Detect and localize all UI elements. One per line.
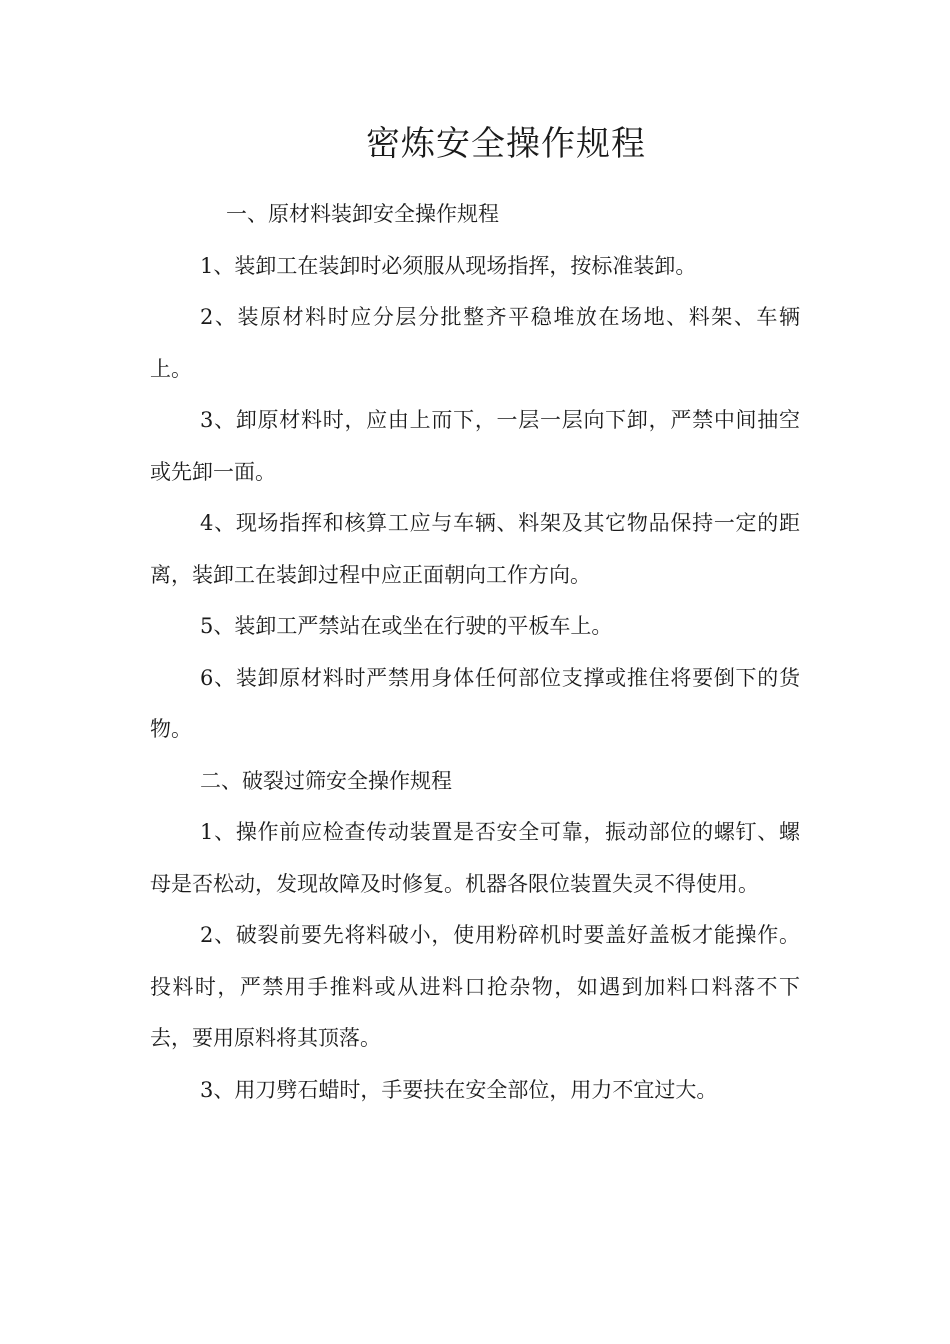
paragraph: 3、用刀劈石蜡时，手要扶在安全部位，用力不宜过大。 (200, 1077, 718, 1102)
paragraph: 2、破裂前要先将料破小，使用粉碎机时要盖好盖板才能操作。投料时，严禁用手推料或从进料口抢杂物，如遇到加料口料落不下去，要用原料将其顶落。 (150, 923, 800, 1050)
paragraph: 4、现场指挥和核算工应与车辆、料架及其它物品保持一定的距离，装卸工在装卸过程中应正面朝向工作方向。 (150, 511, 800, 587)
section-heading-materials: 一、原材料装卸安全操作规程 (226, 202, 499, 226)
paragraph: 1、操作前应检查传动装置是否安全可靠，振动部位的螺钉、螺母是否松动，发现故障及时修复。机器各限位装置失灵不得使用。 (150, 820, 800, 896)
section-heading-crushing: 二、破裂过筛安全操作规程 (200, 768, 452, 793)
document-body (150, 189, 800, 1116)
paragraph: 5、装卸工严禁站在或坐在行驶的平板车上。 (200, 614, 613, 638)
paragraph: 1、装卸工在装卸时必须服从现场指挥，按标准装卸。 (200, 253, 697, 278)
paragraph: 2、装原材料时应分层分批整齐平稳堆放在场地、料架、车辆上。 (150, 305, 800, 381)
paragraph: 6、装卸原材料时严禁用身体任何部位支撑或推住将要倒下的货物。 (150, 665, 800, 741)
document-title: 密炼安全操作规程 (366, 124, 646, 164)
paragraph: 3、卸原材料时，应由上而下，一层一层向下卸，严禁中间抽空或先卸一面。 (150, 408, 800, 484)
